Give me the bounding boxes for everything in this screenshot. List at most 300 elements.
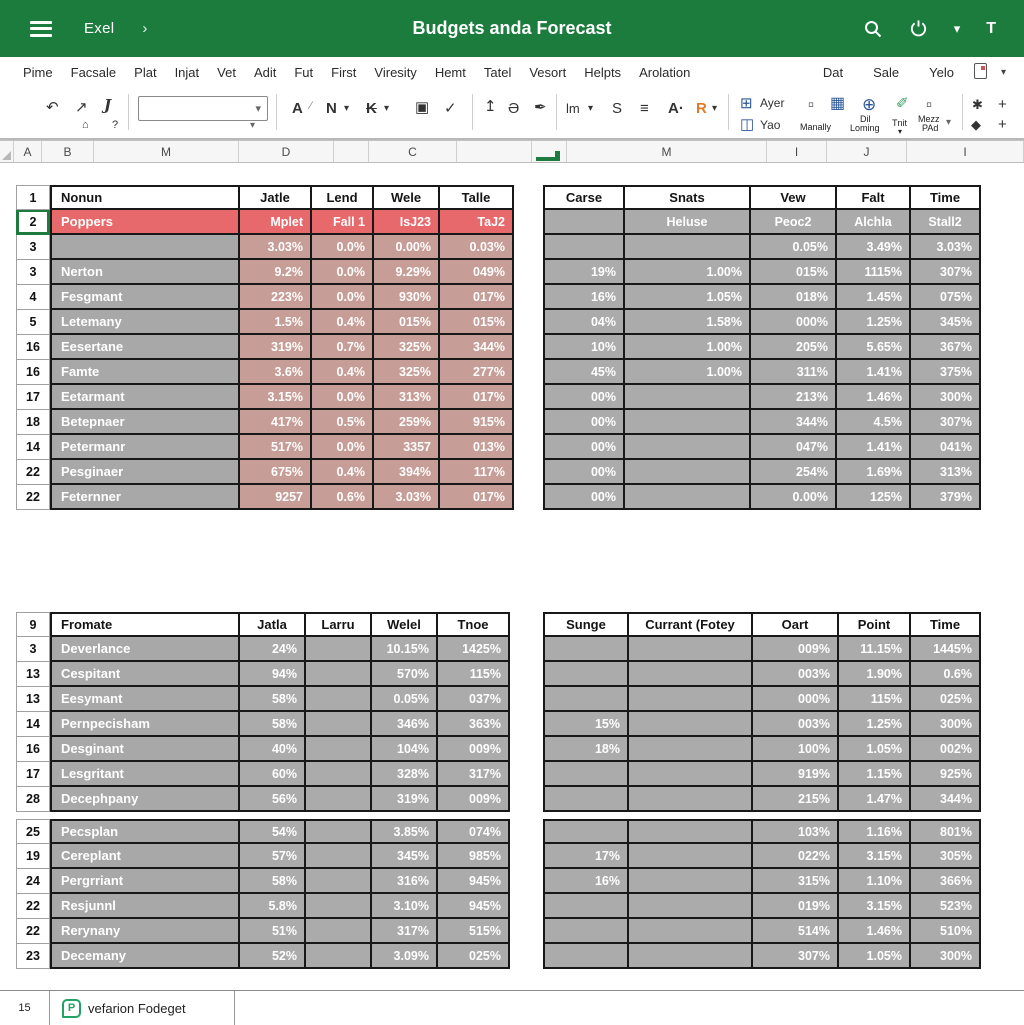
value-cell[interactable]: [629, 869, 753, 894]
value-cell[interactable]: [543, 637, 629, 662]
value-cell[interactable]: 319%: [372, 787, 438, 812]
value-cell[interactable]: 0.0%: [312, 435, 374, 460]
column-header-cell[interactable]: Falt: [837, 185, 911, 210]
value-cell[interactable]: 1.00%: [625, 335, 751, 360]
value-cell[interactable]: 3.15%: [839, 894, 911, 919]
value-cell[interactable]: 009%: [438, 737, 510, 762]
menu-item-helpts[interactable]: Helpts: [584, 65, 622, 80]
value-cell[interactable]: [543, 894, 629, 919]
row-number[interactable]: 9: [16, 612, 50, 637]
column-header-cell[interactable]: Oart: [753, 612, 839, 637]
menu-item-plat[interactable]: Plat: [134, 65, 157, 80]
manally-page-icon[interactable]: ▫: [808, 95, 815, 114]
column-header-cell[interactable]: Time: [911, 612, 981, 637]
value-cell[interactable]: 379%: [911, 485, 981, 510]
value-cell[interactable]: 510%: [911, 919, 981, 944]
value-cell[interactable]: 022%: [753, 844, 839, 869]
value-cell[interactable]: 213%: [751, 385, 837, 410]
value-cell[interactable]: 0.5%: [312, 410, 374, 435]
value-cell[interactable]: [629, 819, 753, 844]
value-cell[interactable]: 15%: [543, 712, 629, 737]
value-cell[interactable]: 003%: [753, 712, 839, 737]
group-caret-icon[interactable]: ▾: [946, 117, 952, 128]
row-number[interactable]: 22: [16, 485, 50, 510]
menu-item-dat[interactable]: Dat: [822, 65, 844, 80]
row-number[interactable]: 14: [16, 435, 50, 460]
value-cell[interactable]: 375%: [911, 360, 981, 385]
value-cell[interactable]: 019%: [753, 894, 839, 919]
row-label-cell[interactable]: Cespitant: [50, 662, 240, 687]
value-cell[interactable]: 945%: [438, 869, 510, 894]
value-cell[interactable]: 54%: [240, 819, 306, 844]
value-cell[interactable]: 3.15%: [839, 844, 911, 869]
value-cell[interactable]: 1.00%: [625, 260, 751, 285]
value-cell[interactable]: 4.5%: [837, 410, 911, 435]
value-cell[interactable]: 930%: [374, 285, 440, 310]
column-header-cell[interactable]: Time: [911, 185, 981, 210]
value-cell[interactable]: [543, 210, 625, 235]
row-number[interactable]: 22: [16, 919, 50, 944]
value-cell[interactable]: 300%: [911, 385, 981, 410]
value-cell[interactable]: 1.05%: [625, 285, 751, 310]
row-number[interactable]: 14: [16, 712, 50, 737]
value-cell[interactable]: 300%: [911, 944, 981, 969]
checkmark-icon[interactable]: ✓: [444, 100, 457, 117]
value-cell[interactable]: 1.58%: [625, 310, 751, 335]
column-header-b-1[interactable]: B: [42, 141, 94, 162]
row-number[interactable]: 23: [16, 944, 50, 969]
value-cell[interactable]: 40%: [240, 737, 306, 762]
value-cell[interactable]: 367%: [911, 335, 981, 360]
value-cell[interactable]: 000%: [751, 310, 837, 335]
value-cell[interactable]: 915%: [440, 410, 514, 435]
value-cell[interactable]: [306, 844, 372, 869]
row-label-cell[interactable]: Deverlance: [50, 637, 240, 662]
value-cell[interactable]: 3.85%: [372, 819, 438, 844]
value-cell[interactable]: 1.10%: [839, 869, 911, 894]
value-cell[interactable]: [629, 894, 753, 919]
value-cell[interactable]: 0.7%: [312, 335, 374, 360]
column-header-cell[interactable]: Snats: [625, 185, 751, 210]
row-label-cell[interactable]: Decephpany: [50, 787, 240, 812]
font-color-button[interactable]: A: [292, 100, 303, 117]
value-cell[interactable]: 017%: [440, 485, 514, 510]
value-cell[interactable]: 0.0%: [312, 235, 374, 260]
column-header-cell[interactable]: Vew: [751, 185, 837, 210]
value-cell[interactable]: 025%: [911, 687, 981, 712]
value-cell[interactable]: 305%: [911, 844, 981, 869]
value-cell[interactable]: 5.8%: [240, 894, 306, 919]
value-cell[interactable]: [543, 687, 629, 712]
value-cell[interactable]: [629, 844, 753, 869]
column-header-cell[interactable]: Point: [839, 612, 911, 637]
row-number[interactable]: 16: [16, 360, 50, 385]
value-cell[interactable]: 0.0%: [312, 385, 374, 410]
value-cell[interactable]: 103%: [753, 819, 839, 844]
value-cell[interactable]: 047%: [751, 435, 837, 460]
value-cell[interactable]: [543, 944, 629, 969]
value-cell[interactable]: [629, 944, 753, 969]
value-cell[interactable]: 300%: [911, 712, 981, 737]
value-cell[interactable]: 018%: [751, 285, 837, 310]
row-number[interactable]: 5: [16, 310, 50, 335]
column-header-cell[interactable]: Welel: [372, 612, 438, 637]
value-cell[interactable]: 24%: [240, 637, 306, 662]
value-cell[interactable]: 5.65%: [837, 335, 911, 360]
strike-caret-icon[interactable]: ▾: [384, 103, 390, 114]
diamond-icon[interactable]: ◆: [971, 117, 981, 132]
value-cell[interactable]: 1115%: [837, 260, 911, 285]
value-cell[interactable]: 345%: [911, 310, 981, 335]
value-cell[interactable]: 11.15%: [839, 637, 911, 662]
row-label-cell[interactable]: Cereplant: [50, 844, 240, 869]
column-header-a-0[interactable]: A: [14, 141, 42, 162]
value-cell[interactable]: 013%: [440, 435, 514, 460]
row-label-cell[interactable]: Petermanr: [50, 435, 240, 460]
value-cell[interactable]: 1.90%: [839, 662, 911, 687]
align-icon[interactable]: ≡: [640, 100, 649, 117]
value-cell[interactable]: 00%: [543, 435, 625, 460]
row-label-cell[interactable]: [50, 235, 240, 260]
value-cell[interactable]: 346%: [372, 712, 438, 737]
value-cell[interactable]: 0.6%: [911, 662, 981, 687]
row-number[interactable]: 24: [16, 869, 50, 894]
value-cell[interactable]: 344%: [440, 335, 514, 360]
value-cell[interactable]: 363%: [438, 712, 510, 737]
row-number[interactable]: 13: [16, 687, 50, 712]
column-header-cell[interactable]: Sunge: [543, 612, 629, 637]
column-header-i-11[interactable]: I: [907, 141, 1024, 162]
value-cell[interactable]: [629, 787, 753, 812]
value-cell[interactable]: [306, 737, 372, 762]
value-cell[interactable]: 00%: [543, 485, 625, 510]
column-header-blank-6[interactable]: [457, 141, 532, 162]
row-label-cell[interactable]: Letemany: [50, 310, 240, 335]
dil-label[interactable]: Dil: [860, 114, 871, 124]
value-cell[interactable]: 317%: [438, 762, 510, 787]
search-icon[interactable]: [863, 19, 883, 39]
value-cell[interactable]: 311%: [751, 360, 837, 385]
home-icon[interactable]: ⌂: [82, 119, 89, 131]
menu-item-adit[interactable]: Adit: [253, 65, 277, 80]
value-cell[interactable]: 945%: [438, 894, 510, 919]
column-header-j-10[interactable]: J: [827, 141, 907, 162]
mezz-label[interactable]: Mezz: [918, 114, 940, 124]
power-sync-icon[interactable]: [909, 19, 928, 38]
value-cell[interactable]: 60%: [240, 762, 306, 787]
share-caret-icon[interactable]: ▾: [1000, 67, 1006, 78]
add-icon-bottom[interactable]: +: [998, 116, 1007, 133]
column-header-d-3[interactable]: D: [239, 141, 334, 162]
value-cell[interactable]: 04%: [543, 310, 625, 335]
row-number[interactable]: 22: [16, 460, 50, 485]
column-header-c-5[interactable]: C: [369, 141, 457, 162]
value-cell[interactable]: Heluse: [625, 210, 751, 235]
value-cell[interactable]: 315%: [753, 869, 839, 894]
value-cell[interactable]: 0.05%: [751, 235, 837, 260]
menu-item-yelo[interactable]: Yelo: [929, 65, 954, 80]
value-cell[interactable]: [629, 762, 753, 787]
value-cell[interactable]: 1.05%: [839, 737, 911, 762]
row-label-cell[interactable]: Pecsplan: [50, 819, 240, 844]
value-cell[interactable]: 19%: [543, 260, 625, 285]
pencil-icon[interactable]: ✒: [534, 99, 547, 116]
row-label-cell[interactable]: Fesgmant: [50, 285, 240, 310]
value-cell[interactable]: 523%: [911, 894, 981, 919]
value-cell[interactable]: 1.47%: [839, 787, 911, 812]
value-cell[interactable]: 025%: [438, 944, 510, 969]
value-cell[interactable]: [543, 919, 629, 944]
value-cell[interactable]: 417%: [240, 410, 312, 435]
value-cell[interactable]: [629, 637, 753, 662]
tnit-caret-icon[interactable]: ▾: [898, 127, 903, 136]
row-number[interactable]: 19: [16, 844, 50, 869]
value-cell[interactable]: 0.00%: [751, 485, 837, 510]
value-cell[interactable]: 514%: [753, 919, 839, 944]
value-cell[interactable]: [625, 485, 751, 510]
value-cell[interactable]: 0.4%: [312, 360, 374, 385]
value-cell[interactable]: 0.03%: [440, 235, 514, 260]
value-cell[interactable]: 517%: [240, 435, 312, 460]
fill-button[interactable]: N: [326, 100, 337, 117]
value-cell[interactable]: 1.25%: [837, 310, 911, 335]
column-header-cell[interactable]: Currant (Fotey: [629, 612, 753, 637]
column-header-blank-4[interactable]: [334, 141, 369, 162]
row-label-cell[interactable]: Rerynany: [50, 919, 240, 944]
value-cell[interactable]: 017%: [440, 285, 514, 310]
row-label-cell[interactable]: Feternner: [50, 485, 240, 510]
menu-item-vesort[interactable]: Vesort: [529, 65, 567, 80]
mezz-page-icon[interactable]: ▫: [926, 95, 933, 114]
value-cell[interactable]: 344%: [751, 410, 837, 435]
yao-label[interactable]: Yao: [760, 118, 781, 132]
value-cell[interactable]: 313%: [374, 385, 440, 410]
value-cell[interactable]: 366%: [911, 869, 981, 894]
value-cell[interactable]: 205%: [751, 335, 837, 360]
value-cell[interactable]: IsJ23: [374, 210, 440, 235]
value-cell[interactable]: 0.6%: [312, 485, 374, 510]
value-cell[interactable]: [629, 919, 753, 944]
row-label-cell[interactable]: Eetarmant: [50, 385, 240, 410]
layer-label[interactable]: Ayer: [760, 96, 785, 110]
value-cell[interactable]: 1.45%: [837, 285, 911, 310]
value-cell[interactable]: [306, 687, 372, 712]
column-header-cell[interactable]: Tnoe: [438, 612, 510, 637]
hamburger-menu-icon[interactable]: [30, 21, 52, 37]
value-cell[interactable]: 3357: [374, 435, 440, 460]
row-number[interactable]: 16: [16, 335, 50, 360]
column-header-cell[interactable]: Nonun: [50, 185, 240, 210]
value-cell[interactable]: 1445%: [911, 637, 981, 662]
value-cell[interactable]: 307%: [753, 944, 839, 969]
asterisk-icon[interactable]: ✱: [972, 97, 983, 112]
row-number[interactable]: 1: [16, 185, 50, 210]
person-button[interactable]: R: [696, 100, 707, 117]
grid-icon[interactable]: ▦: [830, 95, 846, 112]
row-label-cell[interactable]: Eesertane: [50, 335, 240, 360]
value-cell[interactable]: [625, 235, 751, 260]
value-cell[interactable]: 3.15%: [240, 385, 312, 410]
value-cell[interactable]: 9.29%: [374, 260, 440, 285]
value-cell[interactable]: 307%: [911, 260, 981, 285]
value-cell[interactable]: 215%: [753, 787, 839, 812]
value-cell[interactable]: [543, 762, 629, 787]
menu-item-sale[interactable]: Sale: [873, 65, 900, 80]
row-number[interactable]: 13: [16, 662, 50, 687]
value-cell[interactable]: 00%: [543, 460, 625, 485]
value-cell[interactable]: 3.49%: [837, 235, 911, 260]
globe-icon[interactable]: ⊕: [862, 95, 877, 114]
column-header-cell[interactable]: Larru: [306, 612, 372, 637]
value-cell[interactable]: 100%: [753, 737, 839, 762]
row-label-cell[interactable]: Pergrriant: [50, 869, 240, 894]
value-cell[interactable]: 049%: [440, 260, 514, 285]
value-cell[interactable]: 515%: [438, 919, 510, 944]
column-header-cell[interactable]: Talle: [440, 185, 514, 210]
value-cell[interactable]: 009%: [438, 787, 510, 812]
value-cell[interactable]: 223%: [240, 285, 312, 310]
value-cell[interactable]: 18%: [543, 737, 629, 762]
value-cell[interactable]: 10%: [543, 335, 625, 360]
redo-icon[interactable]: ↗: [75, 99, 88, 116]
lm-button[interactable]: lm: [566, 101, 580, 116]
value-cell[interactable]: 00%: [543, 385, 625, 410]
value-cell[interactable]: Fall 1: [312, 210, 374, 235]
value-cell[interactable]: 277%: [440, 360, 514, 385]
value-cell[interactable]: 394%: [374, 460, 440, 485]
value-cell[interactable]: [625, 460, 751, 485]
loming-label[interactable]: Loming: [850, 123, 880, 133]
menu-item-facsale[interactable]: Facsale: [70, 65, 117, 80]
value-cell[interactable]: [543, 787, 629, 812]
value-cell[interactable]: [306, 869, 372, 894]
value-cell[interactable]: 58%: [240, 687, 306, 712]
sheet-tab[interactable]: [50, 991, 235, 1025]
help-icon[interactable]: ?: [112, 119, 119, 131]
paste-icon[interactable]: ▣: [415, 99, 430, 116]
value-cell[interactable]: 0.4%: [312, 310, 374, 335]
menu-item-vet[interactable]: Vet: [217, 65, 236, 80]
row-label-cell[interactable]: Betepnaer: [50, 410, 240, 435]
value-cell[interactable]: 307%: [911, 410, 981, 435]
value-cell[interactable]: 317%: [372, 919, 438, 944]
value-cell[interactable]: 9257: [240, 485, 312, 510]
value-cell[interactable]: [306, 894, 372, 919]
value-cell[interactable]: 52%: [240, 944, 306, 969]
value-cell[interactable]: 58%: [240, 712, 306, 737]
value-cell[interactable]: 16%: [543, 869, 629, 894]
row-number[interactable]: 4: [16, 285, 50, 310]
row-number[interactable]: 18: [16, 410, 50, 435]
column-header-cell[interactable]: Jatla: [240, 612, 306, 637]
value-cell[interactable]: 015%: [751, 260, 837, 285]
column-header-cell[interactable]: Carse: [543, 185, 625, 210]
value-cell[interactable]: 0.05%: [372, 687, 438, 712]
lm-caret-icon[interactable]: ▾: [588, 103, 594, 114]
add-icon-top[interactable]: +: [998, 96, 1007, 113]
value-cell[interactable]: 1.41%: [837, 435, 911, 460]
value-cell[interactable]: 919%: [753, 762, 839, 787]
value-cell[interactable]: [306, 819, 372, 844]
row-number[interactable]: 28: [16, 787, 50, 812]
value-cell[interactable]: [629, 662, 753, 687]
value-cell[interactable]: 1.41%: [837, 360, 911, 385]
menu-item-viresity[interactable]: Viresity: [374, 65, 417, 80]
value-cell[interactable]: 117%: [440, 460, 514, 485]
value-cell[interactable]: 037%: [438, 687, 510, 712]
row-label-cell[interactable]: Famte: [50, 360, 240, 385]
value-cell[interactable]: Stall2: [911, 210, 981, 235]
menu-item-fut[interactable]: Fut: [294, 65, 314, 80]
row-label-cell[interactable]: Pernpecisham: [50, 712, 240, 737]
value-cell[interactable]: 3.03%: [374, 485, 440, 510]
person-caret-icon[interactable]: ▾: [712, 103, 718, 114]
value-cell[interactable]: 94%: [240, 662, 306, 687]
value-cell[interactable]: 9.2%: [240, 260, 312, 285]
value-cell[interactable]: Peoc2: [751, 210, 837, 235]
value-cell[interactable]: 1.00%: [625, 360, 751, 385]
value-cell[interactable]: [306, 919, 372, 944]
value-cell[interactable]: 0.0%: [312, 260, 374, 285]
value-cell[interactable]: 16%: [543, 285, 625, 310]
row-number[interactable]: 22: [16, 894, 50, 919]
value-cell[interactable]: [306, 712, 372, 737]
value-cell[interactable]: [306, 662, 372, 687]
value-cell[interactable]: 3.10%: [372, 894, 438, 919]
undo-icon[interactable]: ↶: [46, 99, 59, 116]
value-cell[interactable]: 254%: [751, 460, 837, 485]
column-header-cell[interactable]: Fromate: [50, 612, 240, 637]
value-cell[interactable]: Mplet: [240, 210, 312, 235]
value-cell[interactable]: 325%: [374, 360, 440, 385]
value-cell[interactable]: 0.4%: [312, 460, 374, 485]
tnit-label[interactable]: Tnit: [892, 118, 908, 128]
value-cell[interactable]: 1.16%: [839, 819, 911, 844]
value-cell[interactable]: [629, 687, 753, 712]
row-label-cell[interactable]: Poppers: [50, 210, 240, 235]
value-cell[interactable]: [306, 637, 372, 662]
select-all-corner[interactable]: [0, 141, 14, 162]
column-header-cell[interactable]: Wele: [374, 185, 440, 210]
value-cell[interactable]: 115%: [438, 662, 510, 687]
a-dot-button[interactable]: A·: [668, 100, 684, 117]
value-cell[interactable]: 3.09%: [372, 944, 438, 969]
upload-icon[interactable]: ↥: [484, 98, 497, 115]
value-cell[interactable]: 1.05%: [839, 944, 911, 969]
value-cell[interactable]: 801%: [911, 819, 981, 844]
column-header-i-9[interactable]: I: [767, 141, 827, 162]
value-cell[interactable]: 57%: [240, 844, 306, 869]
row-label-cell[interactable]: Nerton: [50, 260, 240, 285]
menu-item-pime[interactable]: Pime: [23, 65, 53, 80]
value-cell[interactable]: 000%: [753, 687, 839, 712]
row-label-cell[interactable]: Lesgritant: [50, 762, 240, 787]
value-cell[interactable]: 0.00%: [374, 235, 440, 260]
value-cell[interactable]: [306, 944, 372, 969]
fontbox-expand-icon[interactable]: ▾: [250, 120, 256, 131]
green-pen-icon[interactable]: ✐: [896, 95, 909, 112]
layer-list-icon[interactable]: ⊞: [740, 95, 753, 112]
value-cell[interactable]: 56%: [240, 787, 306, 812]
row-label-cell[interactable]: Pesginaer: [50, 460, 240, 485]
value-cell[interactable]: [306, 787, 372, 812]
value-cell[interactable]: 313%: [911, 460, 981, 485]
value-cell[interactable]: 17%: [543, 844, 629, 869]
value-cell[interactable]: [625, 410, 751, 435]
value-cell[interactable]: 104%: [372, 737, 438, 762]
value-cell[interactable]: 00%: [543, 410, 625, 435]
menu-item-injat[interactable]: Injat: [174, 65, 200, 80]
